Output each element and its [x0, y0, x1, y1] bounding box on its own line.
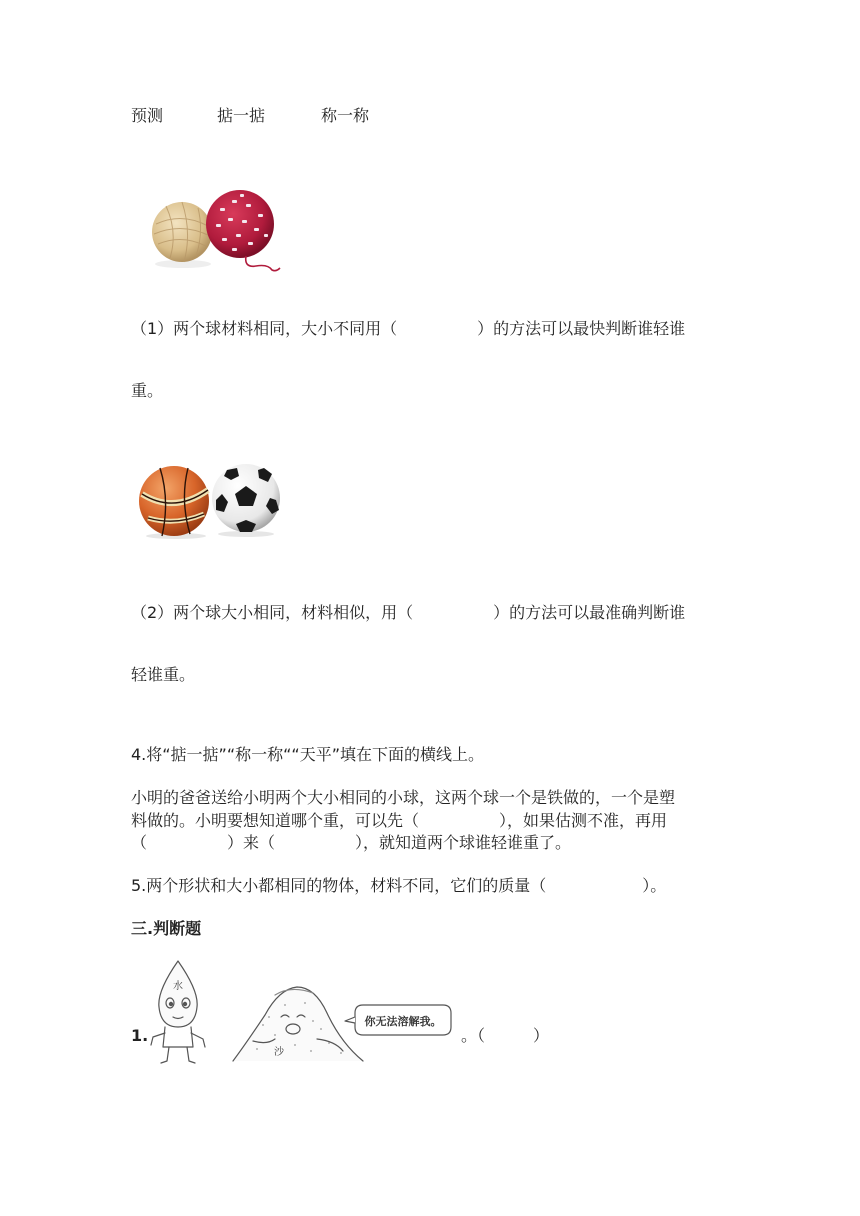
- judge-1-tail: 。（ ）: [461, 1026, 550, 1045]
- q1-line-1: （1）两个球材料相同，大小不同用（ ）的方法可以最快判断谁轻谁: [131, 319, 686, 338]
- speech-text: 你无法溶解我。: [364, 1015, 442, 1028]
- judge-1-number: 1.: [131, 1026, 149, 1045]
- q5-text: 5.两个形状和大小都相同的物体，材料不同，它们的质量（ ）。: [131, 876, 667, 895]
- q4-line-3: （ ）来（ ），就知道两个球谁轻谁重了。: [131, 833, 572, 852]
- q2-line-1: （2）两个球大小相同，材料相似，用（ ）的方法可以最准确判断谁: [131, 603, 686, 622]
- option-weigh: 称一称: [321, 106, 370, 125]
- sand-char: 沙: [274, 1047, 284, 1058]
- sand-mountain: [233, 987, 363, 1061]
- q4-title: 4.将“掂一掂”“称一称““天平”填在下面的横线上。: [131, 745, 485, 764]
- yarn-balls-image: [148, 182, 282, 274]
- q2-line-2: 轻谁重。: [131, 665, 196, 684]
- water-char: 水: [173, 981, 183, 992]
- option-predict: 预测: [131, 106, 164, 125]
- q4-line-1: 小明的爸爸送给小明两个大小相同的小球，这两个球一个是铁做的，一个是塑: [131, 788, 676, 807]
- water-drop-head: [159, 961, 197, 1027]
- q4-line-2: 料做的。小明要想知道哪个重，可以先（ ），如果估测不准，再用: [131, 811, 668, 830]
- option-heft: 掂一掂: [217, 106, 266, 125]
- section-3-title: 三.判断题: [131, 919, 202, 938]
- water-sand-cartoon: [145, 955, 475, 1067]
- basketball-soccer-ball-image: [136, 460, 284, 540]
- q1-line-2: 重。: [131, 381, 164, 400]
